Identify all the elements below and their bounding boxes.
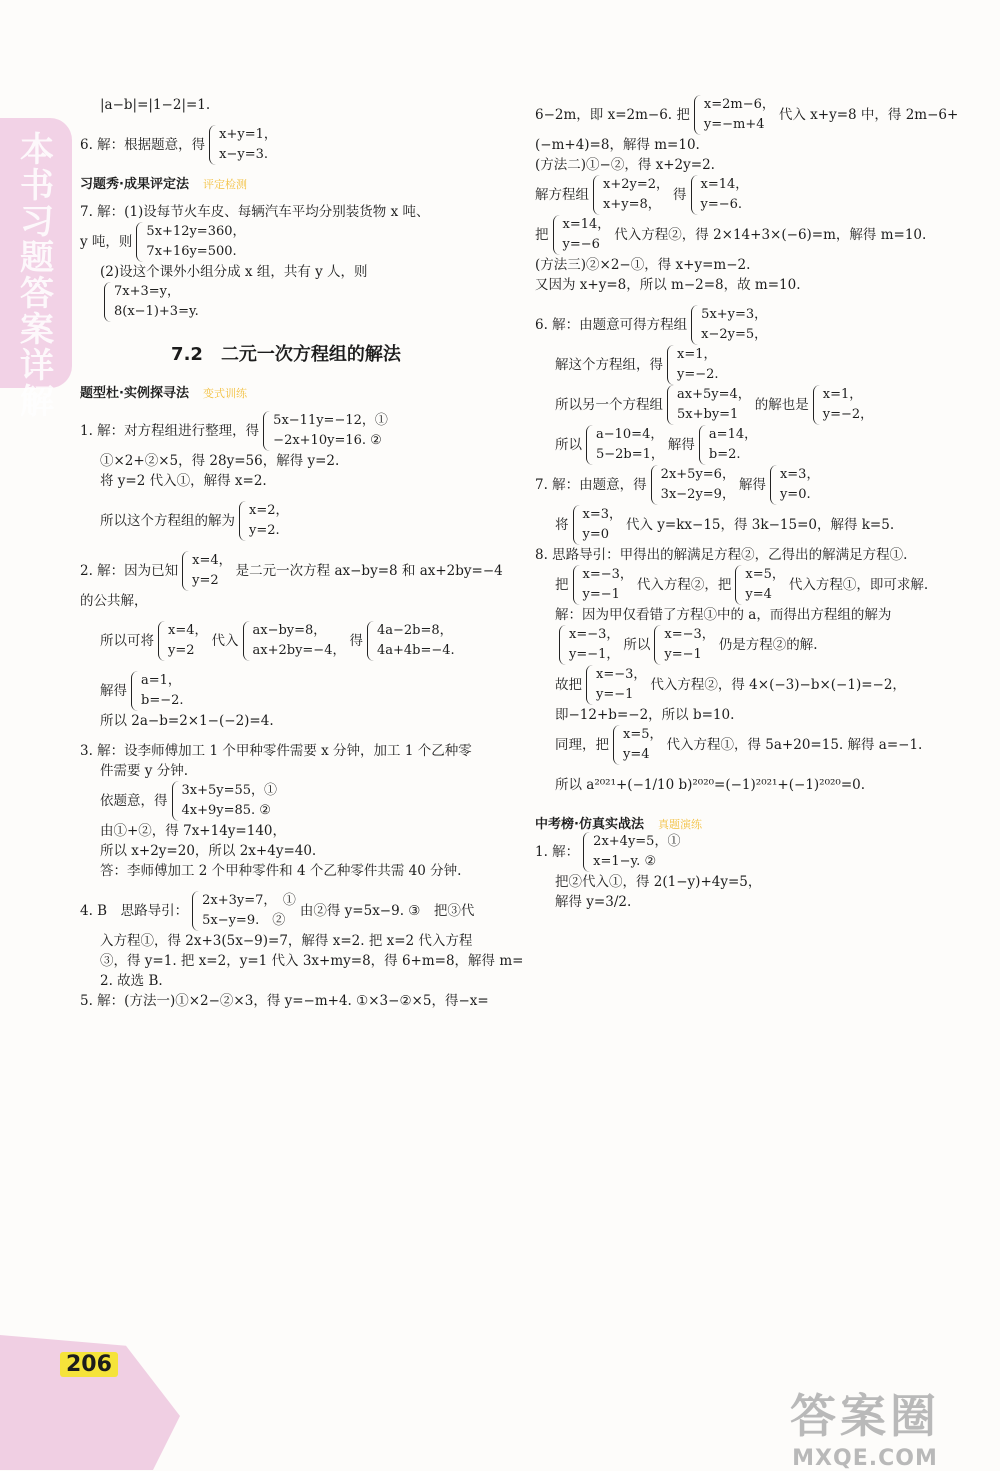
equation-system [667,345,719,385]
eq: ax−by=8， [252,623,327,638]
text: 是二元一次方程 ax−by=8 和 ax+2by=−4 [235,563,503,579]
text-line: 8. 思路导引：甲得出的解满足方程②，乙得出的解满足方程①. [535,547,908,563]
eq: 5x+by=1 [677,407,739,422]
answer-8-check [535,625,960,665]
side-tab-label: 本书习题答案详解 [20,130,54,422]
eq: y=0 [582,527,610,542]
text: 代入方程①，即可求解. [788,577,929,593]
text: y 吨，则 [80,234,133,250]
eq: y=−1 [582,587,620,602]
answer-8-sub1 [535,665,960,705]
eq: 5x−11y=−12，① [273,413,388,428]
equation-system [182,551,232,591]
eq: 5x+y=3， [701,307,768,322]
method-1-cont [535,95,960,135]
answer-8-plan [535,565,960,605]
text: 解得 [667,437,695,453]
equation-system [691,175,749,215]
text: 的解也是 [754,397,809,413]
text-line: 即−12+b=−2，所以 b=10. [555,707,735,723]
text-line: (方法二)①−②，得 x+2y=2. [535,157,715,173]
eq: x=14， [562,217,611,232]
text: 所以 [623,637,651,653]
equation-system [131,671,184,711]
equation-system [694,95,775,135]
text: 依题意，得 [100,793,168,809]
equation-system [239,501,289,541]
eq: x=5， [745,567,785,582]
answer-7-system-2 [80,282,510,322]
eq: y=2. [249,523,280,538]
eq: x−y=3. [219,147,269,162]
page-number: 206 [60,1352,118,1377]
text: 得 [349,633,363,649]
equation-system [583,832,680,872]
equation-system [243,621,346,661]
text: 把 [535,227,549,243]
eq: a−10=4， [596,427,664,442]
eq: y=2 [192,573,219,588]
eq: y=−2， [822,407,874,422]
eq: x=−3， [569,627,620,642]
equation-system [573,565,633,605]
text: 6. 解：由题意可得方程组 [535,317,688,333]
text: 解得 [738,477,766,493]
text-line: 入方程①，得 2x+3(5x−9)=7，解得 x=2. 把 x=2 代入方程 [100,933,473,949]
text-line: 3. 解：设李师傅加工 1 个甲种零件需要 x 分钟，加工 1 个乙种零 [80,743,472,759]
equation-system [593,175,669,215]
eq: x=3， [779,467,820,482]
text-line: 2. 故选 B. [100,973,163,989]
method-2-substitute [535,215,960,255]
equation-system [651,465,735,505]
text: 代入方程①，得 5a+20=15. 解得 a=−1. [666,737,923,753]
equation-system [735,565,785,605]
eq: b=2. [708,447,741,462]
eq: x=1−y. ② [593,854,657,869]
equation-system [367,621,455,661]
section-note: 变式训练 [202,387,247,400]
eq: 2x+4y=5，① [593,834,681,849]
text: 所以另一个方程组 [555,397,663,413]
equation-system [586,665,646,705]
section-title: 题型杜·实例探寻法 [80,386,189,401]
problem-2-solve [80,671,510,711]
equation-system [192,891,296,931]
text-line: 把②代入①，得 2(1−y)+4y=5， [555,874,762,890]
answer-6b-result [535,425,960,465]
eq: 5x−y=9. ② [202,913,286,928]
eq: x−2y=5， [701,327,768,342]
text: 4. B 思路导引： [80,903,189,919]
text: 代入 x+y=8 中，得 2m−6+ [778,107,959,123]
eq: 4a+4b=−4. [376,643,455,658]
equation-system [104,282,199,322]
text-line: 答：李师傅加工 2 个甲种零件和 4 个乙种零件共需 40 分钟. [100,863,462,879]
equation-system [770,465,820,505]
eq: y=−6 [562,237,600,252]
answer-7-system [80,222,510,262]
text: 解方程组 [535,187,589,203]
eq: 7x+3=y， [114,284,181,299]
eq: y=−m+4 [703,117,765,132]
text-line: 所以 x+2y=20，所以 2x+4y=40. [100,843,317,859]
eq: x=1， [822,387,863,402]
section-title: 习题秀·成果评定法 [80,177,189,192]
eq: x+2y=2， [603,177,670,192]
equation-system [553,215,611,255]
text: 由②得 y=5x−9. ③ 把③代 [299,903,475,919]
text-line: 由①+②，得 7x+14y=140， [100,823,287,839]
equation-system [654,625,714,665]
section-title: 中考榜·仿真实战法 [535,817,644,832]
equation-system [172,781,278,821]
text: 仍是方程②的解. [718,637,818,653]
equation-system [667,385,751,425]
text: 解这个方程组，得 [555,357,663,373]
method-2-solve [535,175,960,215]
text: 代入 y=kx−15，得 3k−15=0，解得 k=5. [626,517,895,533]
problem-2 [80,551,510,591]
text: 6−2m，即 x=2m−6. 把 [535,107,690,123]
text: 将 [555,517,569,533]
text: 所以 [555,437,582,453]
eq: ax+2by=−4， [252,643,346,658]
text-line: 的公共解， [80,593,148,609]
text: 6. 解：根据题意，得 [80,137,206,153]
equation-system [158,621,208,661]
equation-system [263,411,388,451]
eq: x=4， [192,553,232,568]
equation-system [559,625,619,665]
eq: y=−1 [664,647,702,662]
text-line: 7. 解：(1)设每节火车皮、每辆汽车平均分别装货物 x 吨、 [80,204,430,220]
eq: x=1， [677,347,717,362]
eq: x=−3， [596,667,647,682]
text-line: |a−b|=|1−2|=1. [100,97,211,113]
chapter-number: 7.2 [171,344,203,365]
text: 代入方程②，得 2×14+3×(−6)=m，解得 m=10. [614,227,927,243]
equation-system [613,725,663,765]
equation-system [573,505,623,545]
eq: y=4 [745,587,772,602]
section-header [80,382,510,401]
watermark-brand: 答案圈 [790,1389,940,1443]
text: 得 [673,187,687,203]
eq: 4x+9y=85. ② [181,803,271,818]
eq: x=4， [168,623,208,638]
answer-6b-solve [535,345,960,385]
answer-8-sub2 [535,725,960,765]
eq: y=−2. [677,367,719,382]
text-line: ③，得 y=1. 把 x=2，y=1 代入 3x+my=8，得 6+m=8，解得 m= [100,953,524,969]
text: 把 [555,577,569,593]
equation-system [209,125,277,165]
equation-system [691,305,767,345]
eq: 2x+3y=7， ① [202,893,296,908]
eq: x=14， [700,177,749,192]
answer-7b [535,465,960,505]
problem-3-system [80,781,510,821]
equation-system [586,425,664,465]
eq: 2x+5y=6， [660,467,735,482]
eq: a=1， [141,673,181,688]
eq: 8(x−1)+3=y. [114,304,199,319]
text-line: ①×2+②×5，得 28y=56，解得 y=2. [100,453,340,469]
equation-system [813,385,873,425]
text: 2. 解：因为已知 [80,563,179,579]
eq: y=2 [168,643,195,658]
text-line: 件需要 y 分钟. [100,763,189,779]
answer-7b-substitute [535,505,960,545]
eq: 5−2b=1， [596,447,664,462]
eq: 5x+12y=360， [146,224,246,239]
text-line: 将 y=2 代入①，解得 x=2. [100,473,267,489]
text: 同理，把 [555,737,609,753]
eq: x=3， [582,507,622,522]
eq: 7x+16y=500. [146,244,237,259]
eq: y=−1， [569,647,620,662]
section-header [535,813,960,832]
eq: x=−3， [664,627,715,642]
chapter-title [80,340,510,366]
eq: y=4 [623,747,650,762]
text: 代入方程②，把 [636,577,732,593]
text-line: 解得 y=3/2. [555,894,632,910]
eq: y=−1 [596,687,634,702]
problem-1-solution [80,501,510,541]
text-line: (−m+4)=8，解得 m=10. [535,137,700,153]
answer-6b-other [535,385,960,425]
answer-6 [80,125,510,165]
eq: x+y=8， [603,197,661,212]
equation-system [136,222,245,262]
answer-6b [535,305,960,345]
text-line: (2)设这个课外小组分成 x 组，共有 y 人，则 [100,264,368,280]
section-header [80,173,510,192]
eq: 4a−2b=8， [376,623,453,638]
text-line: 所以 a²⁰²¹+(−1/10 b)²⁰²⁰=(−1)²⁰²¹+(−1)²⁰²⁰=0. [555,777,866,793]
text: 故把 [555,677,582,693]
exam-1 [535,832,960,872]
text: 所以这个方程组的解为 [100,513,235,529]
section-note: 评定检测 [202,178,247,191]
eq: ax+5y=4， [677,387,751,402]
text-line: 又因为 x+y=8，所以 m−2=8，故 m=10. [535,277,801,293]
text: 所以可将 [100,633,154,649]
eq: y=−6. [700,197,743,212]
text-line: 解：因为甲仅看错了方程①中的 a，而得出方程组的解为 [555,607,892,623]
eq: −2x+10y=16. ② [273,433,382,448]
eq: 3x−2y=9， [660,487,735,502]
side-tab [0,118,72,422]
text: 1. 解：对方程组进行整理，得 [80,423,260,439]
eq: a=14， [708,427,758,442]
text-line: (方法三)②×2−①，得 x+y=m−2. [535,257,751,273]
left-column [80,95,524,1011]
watermark [750,1380,980,1471]
text-line: 5. 解：(方法一)①×2−②×3，得 y=−m+4. ①×3−②×5，得−x= [80,993,489,1009]
eq: y=0. [779,487,811,502]
text: 解得 [100,683,127,699]
problem-1 [80,411,510,451]
eq: b=−2. [141,693,184,708]
right-column [535,95,960,912]
problem-4 [80,891,510,931]
equation-system [699,425,757,465]
chapter-text: 二元一次方程组的解法 [220,344,401,365]
problem-2-substitute [80,621,510,661]
eq: x=2， [249,503,289,518]
eq: 3x+5y=55，① [181,783,278,798]
eq: x+y=1， [219,127,277,142]
text: 7. 解：由题意，得 [535,477,647,493]
watermark-url: MXQE.COM [792,1446,938,1471]
eq: x=5， [623,727,663,742]
eq: x=2m−6， [703,97,775,112]
text-line: 所以 2a−b=2×1−(−2)=4. [100,713,274,729]
text: 代入方程②，得 4×(−3)−b×(−1)=−2， [650,677,906,693]
text: 代入 [211,633,239,649]
section-note: 真题演练 [657,818,702,831]
eq: x=−3， [582,567,633,582]
text: 1. 解： [535,844,580,860]
